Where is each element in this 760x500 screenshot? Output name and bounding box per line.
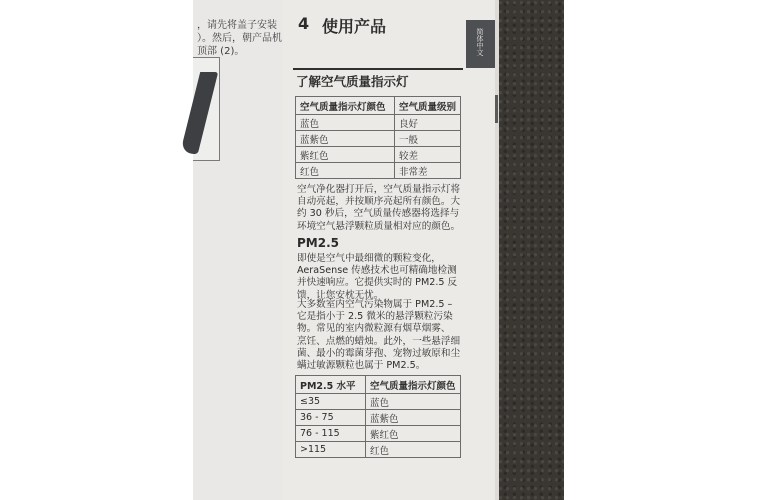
paragraph-line: 烹饪、点燃的蜡烛。此外，一些悬浮细 xyxy=(297,335,461,347)
table-cell: 36 - 75 xyxy=(296,410,366,426)
table-row xyxy=(296,410,461,426)
table-cell: ≤35 xyxy=(296,394,366,410)
language-side-tab-label: 简体中文 xyxy=(476,28,484,56)
table-row xyxy=(296,163,461,179)
paragraph-line: 大多数室内空气污染物属于 PM2.5 – xyxy=(297,299,453,310)
paragraph-line: 空气净化器打开后，空气质量指示灯将 xyxy=(297,184,461,195)
table-cell: 紫红色 xyxy=(296,147,395,163)
paragraph-line: 环境空气悬浮颗粒质量相对应的颜色。 xyxy=(297,220,461,232)
table-cell: 紫红色 xyxy=(366,426,461,442)
left-page-text-line: ，请先将盖子安装 xyxy=(197,20,277,31)
table-row xyxy=(296,147,461,163)
section-divider xyxy=(293,68,463,70)
table-cell: 蓝色 xyxy=(366,394,461,410)
paragraph-line: 菌、最小的霉菌芽孢、宠物过敏原和尘 xyxy=(297,347,461,359)
pm25-heading: PM2.5 xyxy=(297,236,339,250)
paragraph-aerasense xyxy=(297,253,467,302)
table-cell: 红色 xyxy=(296,163,395,179)
paragraph-line: 螨过敏源颗粒也属于 PM2.5。 xyxy=(297,360,426,372)
table-header-cell: 空气质量指示灯颜色 xyxy=(366,376,461,394)
paragraph-line: 约 30 秒后，空气质量传感器将选择与 xyxy=(297,208,460,220)
chapter-title: 使用产品 xyxy=(322,17,387,36)
paragraph-indicator-description xyxy=(297,184,467,233)
page-edge-mark xyxy=(495,95,498,123)
table-row xyxy=(296,131,461,147)
paragraph-line: AeraSense 传感技术也可精确地检测 xyxy=(297,265,457,277)
table-cell: 76 - 115 xyxy=(296,426,366,442)
table-cell: 红色 xyxy=(366,442,461,458)
language-side-tab xyxy=(466,20,496,68)
table-cell: 蓝色 xyxy=(296,115,395,131)
table-cell: 较差 xyxy=(395,147,461,163)
paragraph-line: 自动亮起，并按顺序亮起所有颜色。大 xyxy=(297,196,461,208)
table-row xyxy=(296,426,461,442)
left-page-text-line: ）。然后，朝产品机 xyxy=(197,33,282,44)
table-row xyxy=(296,115,461,131)
table-row xyxy=(296,442,461,458)
paragraph-line: 它是指小于 2.5 微米的悬浮颗粒污染 xyxy=(297,311,453,323)
table-cell: 非常差 xyxy=(395,163,461,179)
table-cell: 蓝紫色 xyxy=(366,410,461,426)
table-header-row xyxy=(296,97,461,115)
table-cell: >115 xyxy=(296,442,366,458)
paragraph-line: 物。常见的室内微粒源有烟草烟雾、 xyxy=(297,323,451,335)
chapter-number: 4 xyxy=(298,14,310,33)
paragraph-line: 即使是空气中最细微的颗粒变化， xyxy=(297,253,441,264)
paragraph-line: 并快速响应。它提供实时的 PM2.5 反 xyxy=(297,277,458,289)
table-header-cell: PM2.5 水平 xyxy=(296,376,366,394)
paragraph-line: 馈，让您安枕无忧。 xyxy=(297,289,384,301)
section-title: 了解空气质量指示灯 xyxy=(296,74,409,89)
table-cell: 良好 xyxy=(395,115,461,131)
carpet-background xyxy=(499,0,564,500)
paragraph-pm25-description xyxy=(297,299,467,372)
table-cell: 蓝紫色 xyxy=(296,131,395,147)
table-header-row xyxy=(296,376,461,394)
table-header-cell: 空气质量指示灯颜色 xyxy=(296,97,395,115)
air-quality-color-table xyxy=(295,96,461,179)
table-row xyxy=(296,394,461,410)
table-header-cell: 空气质量级别 xyxy=(395,97,461,115)
left-page-text-line: 顶部 (2)。 xyxy=(197,46,245,57)
pm25-level-table xyxy=(295,375,461,458)
table-cell: 一般 xyxy=(395,131,461,147)
